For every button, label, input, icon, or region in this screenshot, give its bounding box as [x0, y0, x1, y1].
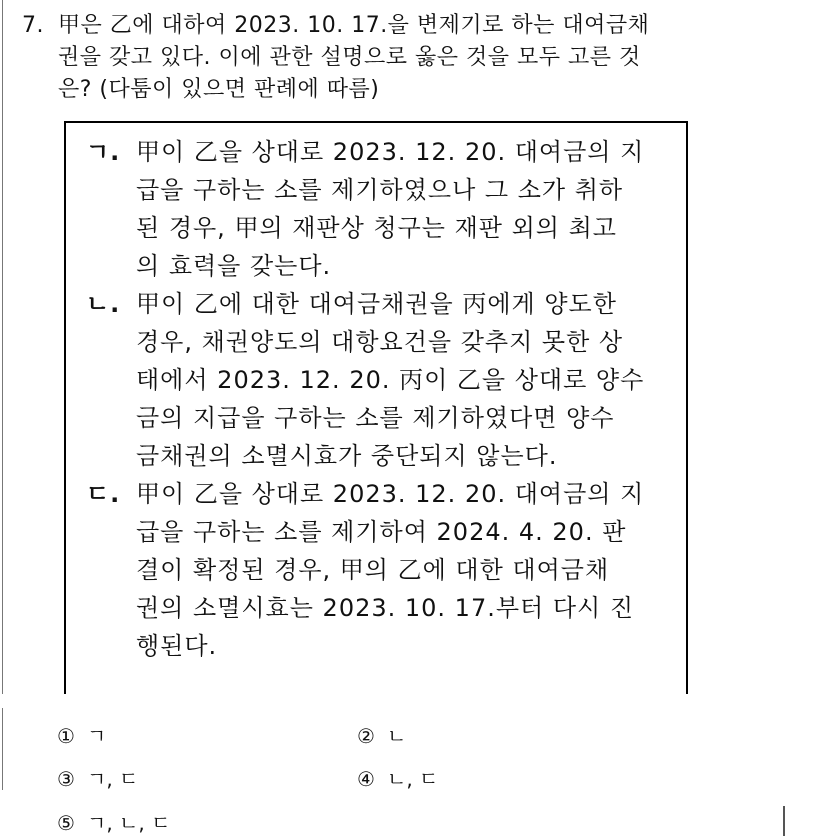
choice-text: ㄱ: [87, 724, 107, 748]
statement-line: 의 효력을 갖는다.: [136, 252, 332, 280]
statement-item: [66, 475, 686, 665]
statement-line: 행된다.: [136, 632, 218, 660]
statement-line: 태에서 2023. 12. 20. 丙이 乙을 상대로 양수: [136, 366, 645, 394]
statement-line: 금의 지급을 구하는 소를 제기하였다면 양수: [136, 404, 615, 432]
statement-line: 급을 구하는 소를 제기하여 2024. 4. 20. 판: [136, 518, 627, 546]
choice-number: ③: [57, 767, 75, 791]
statement-line: 금채권의 소멸시효가 중단되지 않는다.: [136, 442, 558, 470]
question-line-1: [22, 10, 782, 42]
choice-number: ④: [357, 767, 375, 791]
choice-text: ㄴ: [387, 724, 407, 748]
choice-3[interactable]: [57, 763, 138, 792]
choice-text: ㄱ, ㄷ: [87, 767, 139, 791]
choice-number: ⑤: [57, 811, 75, 835]
question-number: 7.: [22, 13, 44, 38]
choice-text: ㄱ, ㄴ, ㄷ: [87, 811, 171, 835]
statement-item: [66, 133, 686, 285]
statement-line: 된 경우, 甲의 재판상 청구는 재판 외의 최고: [136, 214, 617, 242]
statement-line: 급을 구하는 소를 제기하였으나 그 소가 취하: [136, 176, 624, 204]
choice-1[interactable]: [57, 720, 106, 749]
statement-line: 권의 소멸시효는 2023. 10. 17.부터 다시 진: [136, 594, 635, 622]
statement-line: 甲이 乙을 상대로 2023. 12. 20. 대여금의 지: [136, 138, 645, 166]
page-border-left-lower: [2, 708, 3, 790]
question-line-2: 권을 갖고 있다. 이에 관한 설명으로 옳은 것을 모두 고른 것: [58, 45, 641, 70]
choice-5[interactable]: [57, 807, 170, 836]
statement-marker: ㄴ.: [86, 290, 121, 318]
choice-number: ②: [357, 724, 375, 748]
statement-item: [66, 285, 686, 475]
page-border-left: [2, 0, 3, 694]
statement-marker: ㄱ.: [86, 138, 121, 166]
statement-line: 경우, 채권양도의 대항요건을 갖추지 못한 상: [136, 328, 624, 356]
choice-number: ①: [57, 724, 75, 748]
choice-2[interactable]: [357, 720, 406, 749]
question-text: 甲은 乙에 대하여 2023. 10. 17.을 변제기로 하는 대여금채: [58, 13, 650, 38]
statement-marker: ㄷ.: [86, 480, 121, 508]
statement-line: 甲이 乙에 대한 대여금채권을 丙에게 양도한: [136, 290, 617, 318]
page-border-right: [783, 806, 785, 836]
question-line-3: 은? (다툼이 있으면 판례에 따름): [58, 77, 380, 102]
choice-text: ㄴ, ㄷ: [387, 767, 439, 791]
choice-4[interactable]: [357, 763, 438, 792]
statement-line: 결이 확정된 경우, 甲의 乙에 대한 대여금채: [136, 556, 610, 584]
statements-box: [64, 121, 688, 694]
statement-line: 甲이 乙을 상대로 2023. 12. 20. 대여금의 지: [136, 480, 645, 508]
question-stem: [22, 10, 782, 106]
